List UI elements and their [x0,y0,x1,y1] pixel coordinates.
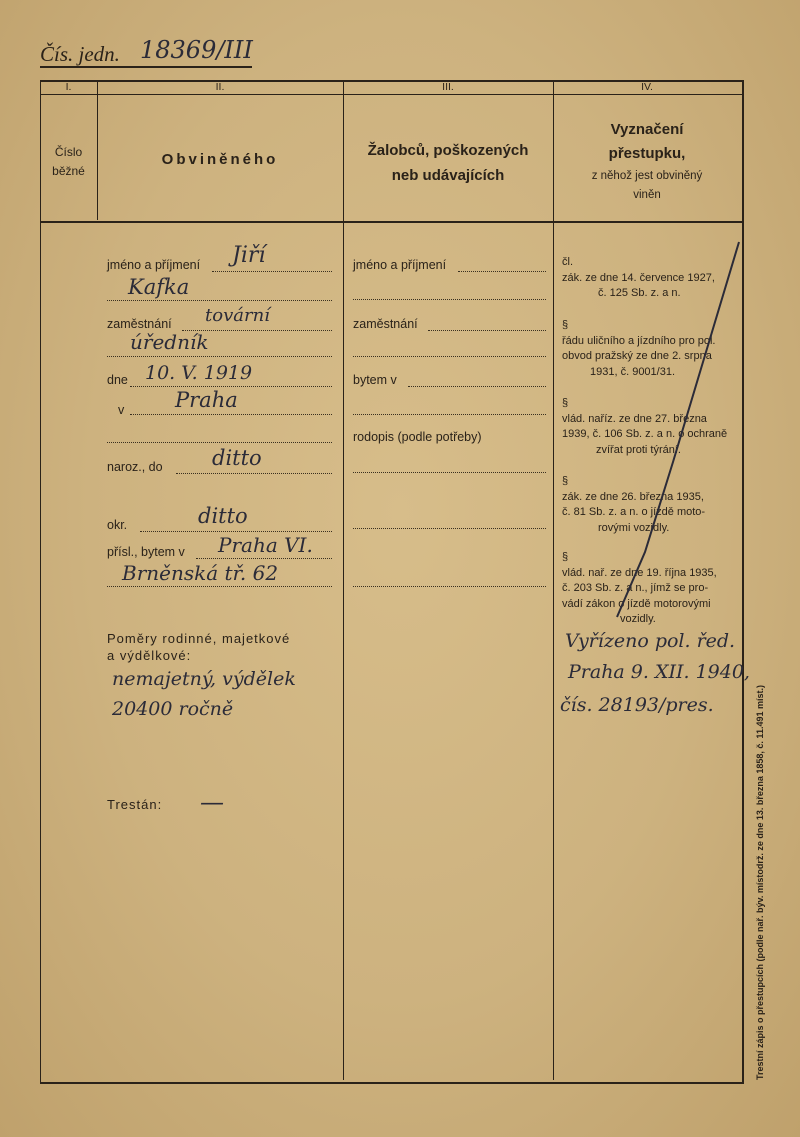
plaintiff-bio-label: rodopis (podle potřeby) [353,430,482,444]
accused-occupation-line2 [107,356,332,357]
accused-family-label-1: Poměry rodinné, majetkové [107,631,291,646]
disposition-line-3: čís. 28193/pres. [560,694,714,716]
accused-place-line [130,414,332,415]
clause-3-line-3: 1939, č. 106 Sb. z. a n. o ochraně [562,428,728,440]
reference-label: Čís. jedn. [40,42,120,66]
accused-name-first: Jiří [232,243,266,268]
accused-date-line [130,386,332,387]
plaintiff-name-line [458,271,546,272]
col1-header [40,143,97,181]
reference-number: 18369/III [140,36,253,64]
col3-header-line2: neb udávajících [391,167,505,184]
plaintiff-residence-line2 [353,414,546,415]
accused-address-line [107,586,332,587]
accused-family-value-1: nemajetný, výdělek [112,668,296,690]
clause-4-line-4: rovými vozidly. [598,521,670,534]
clause-5-line-1: § [562,551,569,563]
accused-birth-place: Praha [175,388,238,412]
clause-1-line-2: zák. ze dne 14. července 1927, [562,271,715,284]
plaintiff-name-line2 [353,299,546,300]
accused-family-value-2: 20400 ročně [112,698,234,720]
roman-3: III. [442,81,454,93]
accused-district-line [140,531,332,532]
roman-row-line [40,94,742,95]
col3-header [343,138,553,188]
clause-1-line-3: č. 125 Sb. z. a n. [598,287,681,299]
clause-5-line-2: vlád. nař. ze dne 19. října 1935, [562,566,717,579]
plaintiff-residence-label: bytem v [353,373,397,387]
strike-line [553,222,743,642]
clause-4-line-3: č. 81 Sb. z. a n. o jízdě moto- [562,506,706,518]
accused-district-label: okr. [107,518,128,532]
clause-5-line-4: vádí zákon o jízdě motorovými [562,597,711,610]
accused-punished-value: — [200,788,224,816]
plaintiff-bio-line1 [353,472,546,473]
side-note: Trestní zápis o přestupcích (podle nař. býv. místodrž. ze dne 13. března 1858, č. 11.491 míst.) [755,685,765,1080]
plaintiff-occupation-label: zaměstnání [353,317,418,331]
accused-occupation-1: tovární [205,305,270,326]
accused-name-line2 [107,300,332,301]
plaintiff-bio-line2 [353,528,546,529]
clause-4-line-1: § [562,475,569,487]
col-divider-2 [343,80,344,1080]
clause-3-line-1: § [562,397,569,409]
plaintiff-name-label: jméno a příjmení [353,258,447,272]
accused-belongs-line [196,558,332,559]
col2-header: Obviněného [161,151,279,168]
col4-header-line3: z něhož jest obviněný [591,170,703,182]
accused-belongs-value: Praha VI. [218,533,313,557]
accused-name-line [212,271,332,272]
accused-district-value: ditto [198,504,248,528]
clause-3-line-4: zvířat proti týrání. [596,443,681,456]
accused-address-value: Brněnská tř. 62 [122,561,279,585]
col1-header-line1: Číslo [54,145,83,159]
accused-born-line [176,473,332,474]
accused-name-last: Kafka [128,275,190,299]
clause-1-line-1: čl. [562,256,573,268]
col4-header-line4: viněn [633,189,661,201]
plaintiff-occupation-line2 [353,356,546,357]
plaintiff-occupation-line [428,330,546,331]
accused-place-label: v [118,403,125,417]
disposition-line-2: Praha 9. XII. 1940, [568,661,750,683]
clause-5-line-5: vozidly. [620,613,656,625]
col3-header-line1: Žalobců, poškozených [367,142,529,159]
accused-family-label-2: a výdělkové: [107,648,192,663]
clause-2-line-3: obvod pražský ze dne 2. srpna [562,350,712,362]
accused-place-line2 [107,442,332,443]
accused-birth-date: 10. V. 1919 [145,362,253,384]
roman-2: II. [215,81,225,93]
col1-header-line2: běžné [52,164,85,178]
accused-belongs-label: přísl., bytem v [107,545,185,559]
col4-header [553,118,741,204]
accused-name-label: jméno a příjmení [107,258,201,272]
accused-family-label [107,630,290,664]
clause-2-line-1: § [562,319,569,331]
reference-underline [40,66,252,68]
clause-2-line-4: 1931, č. 9001/31. [590,365,676,378]
roman-4: IV. [641,81,653,93]
plaintiff-residence-line [408,386,546,387]
accused-occupation-2: úředník [130,330,209,354]
accused-date-label: dne [107,373,128,387]
accused-born-value: ditto [212,446,262,470]
accused-occupation-label: zaměstnání [107,317,172,331]
disposition-line-1: Vyřízeno pol. řed. [565,630,736,652]
clause-3-line-2: vlád. naříz. ze dne 27. března [562,412,707,425]
clause-4-line-2: zák. ze dne 26. března 1935, [562,490,704,503]
accused-born-label: naroz., do [107,460,163,474]
col4-header-line1: Vyznačení [610,121,684,138]
roman-1: I. [65,81,72,93]
col-divider-1 [97,80,98,220]
clause-2-line-2: řádu uličního a jízdního pro pol. [562,334,716,347]
accused-punished-label: Trestán: [107,797,163,812]
clause-5-line-3: č. 203 Sb. z. a n., jímž se pro- [562,582,709,594]
col4-header-line2: přestupku, [608,145,686,162]
plaintiff-bio-line3 [353,586,546,587]
